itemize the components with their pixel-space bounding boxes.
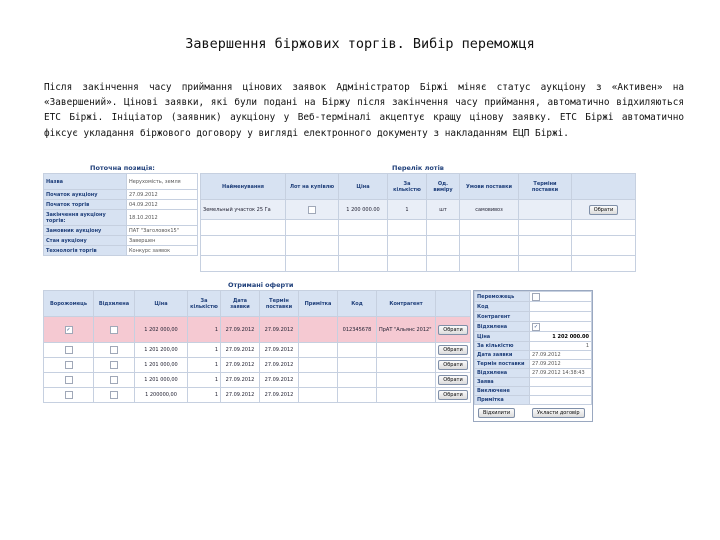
offer-term: 27.09.2012 bbox=[260, 388, 299, 403]
offer-price: 1 201 000,00 bbox=[135, 358, 188, 373]
detail-label: Контрагент bbox=[475, 312, 530, 322]
winner-checkbox[interactable] bbox=[65, 346, 73, 354]
offer-agent: ПрАТ "Альянс 2012" bbox=[377, 317, 436, 343]
offer-term: 27.09.2012 bbox=[260, 373, 299, 388]
offer-select-button[interactable]: Обрати bbox=[438, 325, 467, 335]
lots-header: Умови поставки bbox=[460, 174, 519, 200]
lot-name: Земельный участок 25 Га bbox=[201, 200, 286, 220]
winner-checkbox[interactable] bbox=[65, 326, 73, 334]
offer-price: 1 201 000,00 bbox=[135, 373, 188, 388]
offer-qty: 1 bbox=[188, 317, 221, 343]
offer-price: 1 202 000,00 bbox=[135, 317, 188, 343]
offer-date: 27.09.2012 bbox=[221, 373, 260, 388]
lot-price: 1 200 000.00 bbox=[339, 200, 388, 220]
detail-value bbox=[530, 396, 592, 405]
offer-date: 27.09.2012 bbox=[221, 343, 260, 358]
lots-header: Терміни поставки bbox=[519, 174, 572, 200]
offer-term: 27.09.2012 bbox=[260, 343, 299, 358]
offer-code: 012345678 bbox=[338, 317, 377, 343]
offer-row[interactable] bbox=[44, 388, 471, 403]
detail-label: Виключене bbox=[475, 387, 530, 396]
lots-header: Лот на купівлю bbox=[286, 174, 339, 200]
position-value: Конкурс заявок bbox=[127, 246, 198, 256]
offer-select-button[interactable]: Обрати bbox=[438, 345, 467, 355]
position-label: Технологія торгів bbox=[44, 246, 127, 256]
position-value: Завершен bbox=[127, 236, 198, 246]
offers-header: Відхилена bbox=[94, 291, 135, 317]
lots-header: Найменування bbox=[201, 174, 286, 200]
position-value: 27.09.2012 bbox=[127, 190, 198, 200]
offers-caption: Отримані оферти bbox=[228, 281, 294, 289]
position-label: Початок торгів bbox=[44, 200, 127, 210]
lot-select-button[interactable]: Обрати bbox=[589, 205, 618, 215]
page-title: Завершення біржових торгів. Вибір переможця bbox=[185, 36, 535, 52]
detail-label: Код bbox=[475, 302, 530, 312]
offer-price: 1 201 200,00 bbox=[135, 343, 188, 358]
position-value: 18.10.2012 bbox=[127, 210, 198, 226]
offer-term: 27.09.2012 bbox=[260, 317, 299, 343]
offer-date: 27.09.2012 bbox=[221, 388, 260, 403]
detail-value: 27.09.2012 bbox=[530, 360, 592, 369]
detail-label: Заява bbox=[475, 378, 530, 387]
winner-checkbox[interactable] bbox=[65, 376, 73, 384]
position-value: ПАТ "Заголовок15" bbox=[127, 226, 198, 236]
rejected-checkbox[interactable] bbox=[110, 346, 118, 354]
winner-checkbox[interactable] bbox=[532, 293, 540, 301]
position-value: Нерухомість, земля bbox=[127, 174, 198, 190]
lots-caption: Перелік лотів bbox=[392, 164, 444, 172]
rejected-checkbox[interactable] bbox=[110, 376, 118, 384]
lots-table bbox=[200, 173, 636, 272]
rejected-checkbox[interactable] bbox=[532, 323, 540, 331]
detail-label: Дата заявки bbox=[475, 351, 530, 360]
offer-row[interactable] bbox=[44, 358, 471, 373]
offer-select-button[interactable]: Обрати bbox=[438, 390, 467, 400]
detail-label: Відхилена bbox=[475, 322, 530, 332]
winner-checkbox[interactable] bbox=[65, 391, 73, 399]
offers-header: Дата заявки bbox=[221, 291, 260, 317]
offer-qty: 1 bbox=[188, 373, 221, 388]
detail-value bbox=[530, 302, 592, 312]
winner-checkbox[interactable] bbox=[65, 361, 73, 369]
position-label: Замовник аукціону bbox=[44, 226, 127, 236]
lots-header bbox=[572, 174, 636, 200]
rejected-checkbox[interactable] bbox=[110, 361, 118, 369]
detail-label: Термін поставки bbox=[475, 360, 530, 369]
detail-panel bbox=[473, 290, 593, 422]
detail-label: Відхилена bbox=[475, 369, 530, 378]
offer-date: 27.09.2012 bbox=[221, 317, 260, 343]
rejected-checkbox[interactable] bbox=[110, 391, 118, 399]
rejected-checkbox[interactable] bbox=[110, 326, 118, 334]
offers-header: Код bbox=[338, 291, 377, 317]
detail-value[interactable]: 1 202 000.00 bbox=[530, 332, 592, 342]
detail-value bbox=[530, 378, 592, 387]
offer-qty: 1 bbox=[188, 343, 221, 358]
sign-contract-button[interactable]: Укласти договір bbox=[532, 408, 585, 418]
offers-header: Примітка bbox=[299, 291, 338, 317]
lot-buy-checkbox[interactable] bbox=[308, 206, 316, 214]
lot-row[interactable] bbox=[201, 200, 636, 220]
offers-header: За кількістю bbox=[188, 291, 221, 317]
detail-value: 1 bbox=[530, 342, 592, 351]
detail-label: Переможець bbox=[475, 292, 530, 302]
offer-select-button[interactable]: Обрати bbox=[438, 360, 467, 370]
position-label: Назва bbox=[44, 174, 127, 190]
position-caption: Поточна позиція: bbox=[90, 164, 155, 172]
description-paragraph: Після закінчення часу приймання цінових заявок Адміністратор Біржі міняє статус аукціону з «Активен» на «Завершений». Цінові заявки, які були подані на Біржу після закінчення часу приймання, автоматично відхиляються ЕТС Біржі. Ініціатор (заявник) аукціону у Веб-терміналі акцептує кращу цінову заявку. ЕТС Біржі автоматично фіксує укладання біржового договору у вигляді електронного документу з накладанням ЕЦП Біржі. bbox=[44, 82, 684, 139]
offer-term: 27.09.2012 bbox=[260, 358, 299, 373]
lots-header: За кількістю bbox=[388, 174, 427, 200]
position-value: 04.09.2012 bbox=[127, 200, 198, 210]
detail-value: 27.09.2012 bbox=[530, 351, 592, 360]
offers-header: Ворожомець bbox=[44, 291, 94, 317]
detail-value bbox=[530, 312, 592, 322]
offer-qty: 1 bbox=[188, 388, 221, 403]
offers-header: Контрагент bbox=[377, 291, 436, 317]
offers-table bbox=[43, 290, 471, 403]
lot-qty: 1 bbox=[388, 200, 427, 220]
offer-price: 1 200000,00 bbox=[135, 388, 188, 403]
position-label: Стан аукціону bbox=[44, 236, 127, 246]
detail-label: За кількістю bbox=[475, 342, 530, 351]
offer-row[interactable] bbox=[44, 317, 471, 343]
reject-button[interactable]: Відхилити bbox=[478, 408, 515, 418]
detail-label: Ціна bbox=[475, 332, 530, 342]
detail-label: Примітка bbox=[475, 396, 530, 405]
detail-value bbox=[530, 387, 592, 396]
offer-qty: 1 bbox=[188, 358, 221, 373]
offer-select-button[interactable]: Обрати bbox=[438, 375, 467, 385]
detail-value: 27.09.2012 14:38:43 bbox=[530, 369, 592, 378]
offer-row[interactable] bbox=[44, 343, 471, 358]
position-label: Закінчення аукціону торгів: bbox=[44, 210, 127, 226]
position-table bbox=[43, 173, 198, 256]
offer-row[interactable] bbox=[44, 373, 471, 388]
lot-terms: самовивоз bbox=[460, 200, 519, 220]
offers-header bbox=[436, 291, 471, 317]
offers-header: Ціна bbox=[135, 291, 188, 317]
lots-header: Од. виміру bbox=[427, 174, 460, 200]
position-label: Початок аукціону bbox=[44, 190, 127, 200]
offers-header: Термін поставки bbox=[260, 291, 299, 317]
offer-date: 27.09.2012 bbox=[221, 358, 260, 373]
lot-unit: шт bbox=[427, 200, 460, 220]
lots-header: Ціна bbox=[339, 174, 388, 200]
